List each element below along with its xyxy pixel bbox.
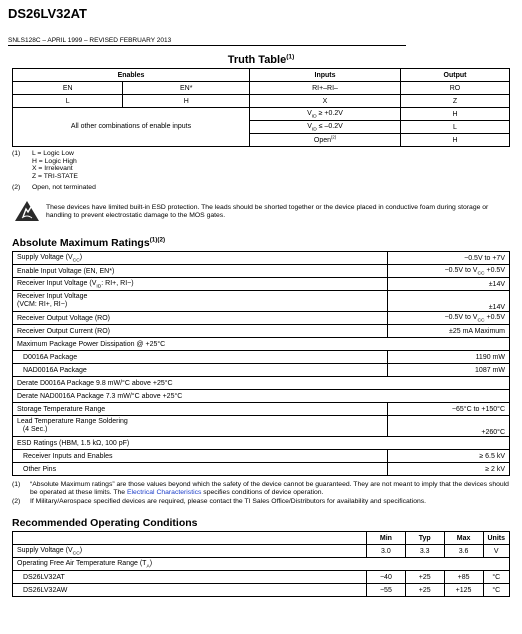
abs-value: ≥ 6.5 kV: [388, 450, 510, 463]
esd-warning-icon: [14, 200, 40, 222]
abs-param: D0016A Package: [13, 351, 388, 364]
cell-output-open: H: [401, 134, 510, 147]
rec-op-units: °C: [483, 571, 510, 584]
table-row: [13, 545, 510, 558]
table-row: [13, 558, 510, 571]
rec-op-min: 3.0: [367, 545, 406, 558]
electrical-characteristics-link[interactable]: Electrical Characteristics: [126, 488, 202, 496]
enables-group-header: Enables: [13, 69, 250, 82]
abs-param: Enable Input Voltage (EN, EN*): [13, 265, 388, 278]
abs-param: Maximum Package Power Dissipation @ +25°C: [13, 338, 510, 351]
cell-en-star: H: [123, 95, 250, 108]
abs-param: Lead Temperature Range Soldering (4 Sec.): [13, 416, 388, 437]
rec-op-header-min: Min: [367, 532, 406, 545]
col-en-star: EN*: [123, 82, 250, 95]
table-row: [13, 403, 510, 416]
table-row: [13, 390, 510, 403]
truth-table-column-row: [13, 82, 510, 95]
col-ri: RI+–RI–: [250, 82, 401, 95]
rec-op-header-param: [13, 532, 367, 545]
rec-op-typ: +25: [405, 584, 444, 597]
table-row: [13, 278, 510, 291]
abs-param: Other Pins: [13, 463, 388, 476]
abs-max-note-2: (2) If Military/Aerospace specified devices are required, please contact the TI Sales Office/Distributors for availability and specifications.: [12, 498, 427, 505]
cell-input-open: Open$^{(2)}$: [250, 134, 401, 147]
abs-param: Storage Temperature Range: [13, 403, 388, 416]
rec-op-max: 3.6: [444, 545, 483, 558]
truth-table: [12, 68, 510, 147]
table-row: [13, 252, 510, 265]
abs-value: 1087 mW: [388, 364, 510, 377]
table-row: [13, 108, 510, 121]
cell-input-vid-high: $V_{ID} \ge +0.2V$: [250, 108, 401, 121]
abs-value: ±25 mA Maximum: [388, 325, 510, 338]
truth-table-note-2: (2) Open, not terminated: [12, 184, 96, 191]
rec-op-header-typ: Typ: [405, 532, 444, 545]
rec-op-param: DS26LV32AT: [13, 571, 367, 584]
rec-op-table: [12, 531, 510, 597]
esd-notice: These devices have limited built-in ESD protection. The leads should be shorted together or the device placed in conductive foam during storage or handling to prevent electrostatic damage to the MOS gates.: [46, 204, 489, 219]
rec-op-typ: 3.3: [405, 545, 444, 558]
cell-ri: X: [250, 95, 401, 108]
rec-op-header-units: Units: [483, 532, 510, 545]
table-row: [13, 450, 510, 463]
rec-op-min: −40: [367, 571, 406, 584]
cell-output-h: H: [401, 108, 510, 121]
cell-en: L: [13, 95, 123, 108]
abs-value: −0.5V to +7V: [388, 252, 510, 265]
rec-op-units: °C: [483, 584, 510, 597]
abs-param: NAD0016A Package: [13, 364, 388, 377]
abs-max-note-1: (1) “Absolute Maximum ratings” are those values beyond which the safety of the device cannot be guaranteed. They are not meant to imply that the devices should be operated at these limits. The Electrical Characteristics specifies conditions of device operation.: [12, 481, 509, 496]
table-row: [13, 437, 510, 450]
cell-ro: Z: [401, 95, 510, 108]
truth-table-title: Truth Table$^{(1)}$: [227, 53, 295, 66]
table-row: [13, 584, 510, 597]
abs-max-title: Absolute Maximum Ratings$^{(1)(2)}$: [12, 236, 166, 249]
abs-max-table: [12, 251, 510, 476]
rec-op-header-max: Max: [444, 532, 483, 545]
rec-op-typ: +25: [405, 571, 444, 584]
rec-op-min: −55: [367, 584, 406, 597]
document-revision-line: SNLS128C – APRIL 1999 – REVISED FEBRUARY 2013: [8, 37, 172, 44]
table-row: [13, 377, 510, 390]
table-row: [13, 265, 510, 278]
abs-value: −0.5V to $V_{CC} +0.5V$: [388, 265, 510, 278]
abs-param: Receiver Input Voltage (VCM: RI+, RI−): [13, 291, 388, 312]
table-row: [13, 312, 510, 325]
table-row: [13, 571, 510, 584]
abs-param: Receiver Inputs and Enables: [13, 450, 388, 463]
truth-table-note-1: (1) L = Logic Low H = Logic High X = Irrelevant Z = TRI-STATE: [12, 150, 78, 180]
header-rule: [8, 45, 406, 46]
rec-op-param: Operating Free Air Temperature Range $(T_A)$: [13, 558, 510, 571]
abs-param: Supply Voltage $(V_{CC})$: [13, 252, 388, 265]
abs-param: Derate D0016A Package 9.8 mW/°C above +25°C: [13, 377, 510, 390]
cell-output-l: L: [401, 121, 510, 134]
rec-op-param: Supply Voltage $(V_{CC})$: [13, 545, 367, 558]
abs-param: Receiver Output Voltage (RO): [13, 312, 388, 325]
table-row: [13, 351, 510, 364]
rec-op-units: V: [483, 545, 510, 558]
table-row: [13, 291, 510, 312]
other-combinations-label: All other combinations of enable inputs: [13, 108, 250, 147]
inputs-group-header: Inputs: [250, 69, 401, 82]
abs-value: −65°C to +150°C: [388, 403, 510, 416]
abs-param: Derate NAD0016A Package 7.3 mW/°C above +25°C: [13, 390, 510, 403]
abs-value: +260°C: [388, 416, 510, 437]
part-number: DS26LV32AT: [8, 6, 87, 21]
table-row: [13, 95, 510, 108]
abs-value: ≥ 2 kV: [388, 463, 510, 476]
abs-value: ±14V: [388, 278, 510, 291]
abs-param: Receiver Output Current (RO): [13, 325, 388, 338]
cell-input-vid-low: $V_{ID} \le -0.2V$: [250, 121, 401, 134]
rec-op-header-row: [13, 532, 510, 545]
table-row: [13, 416, 510, 437]
truth-table-group-header-row: [13, 69, 510, 82]
rec-op-param: DS26LV32AW: [13, 584, 367, 597]
abs-value: ±14V: [388, 291, 510, 312]
table-row: [13, 463, 510, 476]
abs-value: −0.5V to $V_{CC} +0.5V$: [388, 312, 510, 325]
rec-op-max: +125: [444, 584, 483, 597]
output-group-header: Output: [401, 69, 510, 82]
table-row: [13, 338, 510, 351]
table-row: [13, 364, 510, 377]
col-en: EN: [13, 82, 123, 95]
col-ro: RO: [401, 82, 510, 95]
rec-op-max: +85: [444, 571, 483, 584]
abs-param: ESD Ratings (HBM, 1.5 kΩ, 100 pF): [13, 437, 510, 450]
abs-param: Receiver Input Voltage ($V_{ID}$: RI+, RI−): [13, 278, 388, 291]
abs-value: 1190 mW: [388, 351, 510, 364]
table-row: [13, 325, 510, 338]
rec-op-title: Recommended Operating Conditions: [12, 517, 198, 529]
